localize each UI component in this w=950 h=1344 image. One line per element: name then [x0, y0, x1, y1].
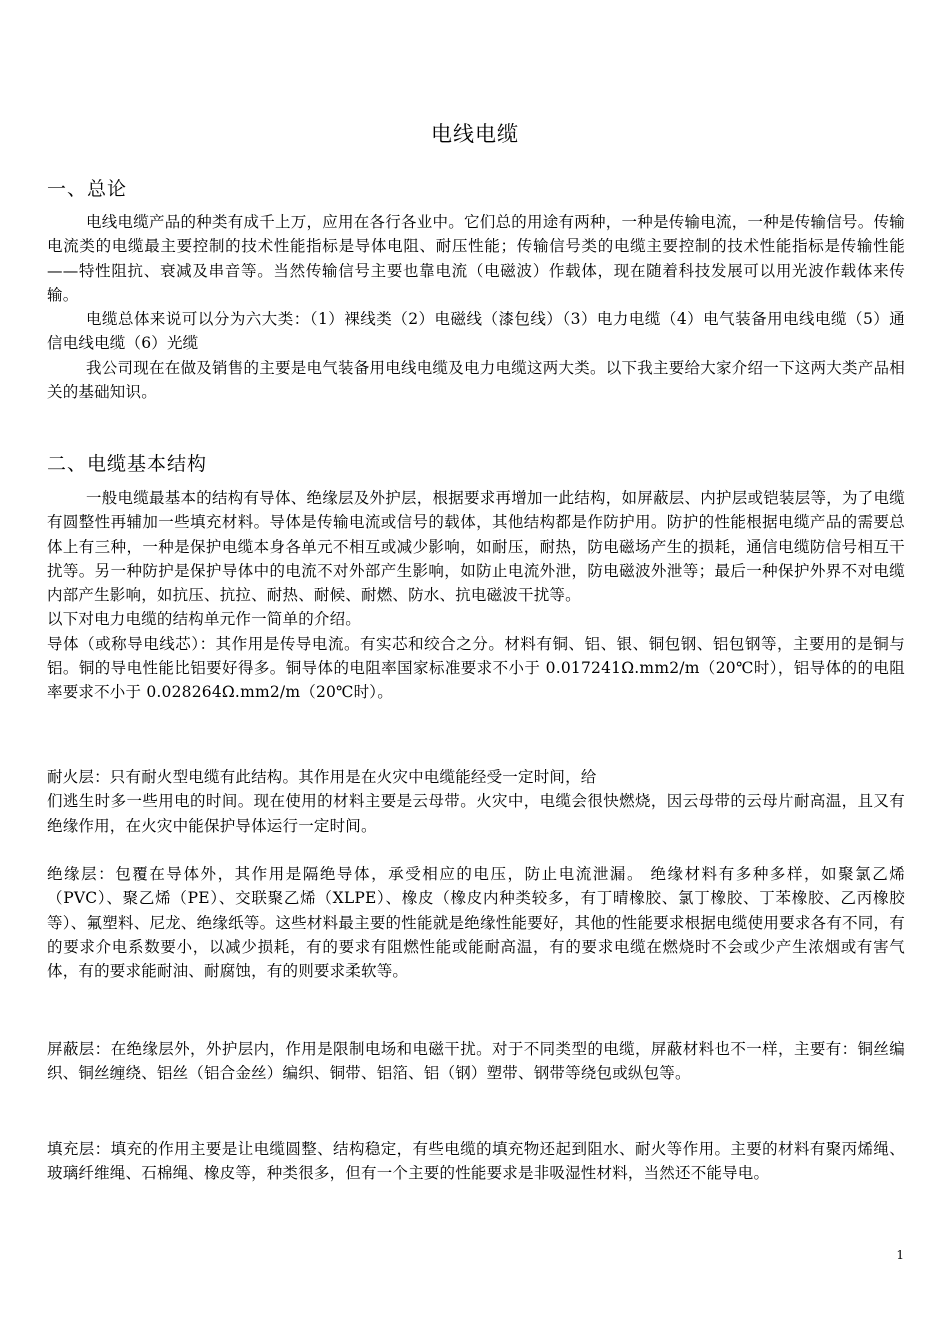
fire-layer-block [47, 765, 905, 838]
paragraph-insulation: 绝缘层：包覆在导体外，其作用是隔绝导体，承受相应的电压，防止电流泄漏。 绝缘材料有多种多样，如聚氯乙烯（PVC）、聚乙烯（PE）、交联聚乙烯（XLPE）、橡皮（橡皮内种类较多，有丁晴橡胶、氯丁橡胶、丁苯橡胶、乙丙橡胶等）、氟塑料、尼龙、绝缘纸等。这些材料最主要的性能就是绝缘性能要好，其他的性能要求根据电缆使用要求各有不同，有的要求介电系数要小，以减少损耗，有的要求有阻燃性能或能耐高温，有的要求电缆在燃烧时不会或少产生浓烟或有害气体，有的要求能耐油、耐腐蚀，有的则要求柔软等。 [47, 865, 905, 981]
section-heading-general: 一、总论 [47, 178, 128, 200]
section-structure-body [47, 486, 905, 705]
paragraph-structure-lead: 以下对电力电缆的结构单元作一简单的介绍。 [47, 610, 362, 629]
paragraph-fire-layer-line1: 耐火层：只有耐火型电缆有此结构。其作用是在火灾中电缆能经受一定时间，给 [47, 768, 597, 786]
paragraph-structure-intro: 一般电缆最基本的结构有导体、绝缘层及外护层，根据要求再增加一此结构，如屏蔽层、内护层或铠装层等，为了电缆有圆整性再辅加一些填充材料。导体是传输电流或信号的载体，其他结构都是作防护用。防护的性能根据电缆产品的需要总体上有三种，一种是保护电缆本身各单元不相互或减少影响，如耐压，耐热，防电磁场产生的损耗，通信电缆防信号相互干扰等。另一种防护是保护导体中的电流不对外部产生影响，如防止电流外泄，防电磁波外泄等；最后一种保护外界不对电缆内部产生影响，如抗压、抗拉、耐热、耐候、耐燃、防水、抗电磁波干扰等。 [47, 489, 905, 605]
shielding-block [47, 1037, 905, 1086]
paragraph-filler: 填充层：填充的作用主要是让电缆圆整、结构稳定，有些电缆的填充物还起到阻水、耐火等作用。主要的材料有聚丙烯绳、玻璃纤维绳、石棉绳、橡皮等，种类很多，但有一个主要的性能要求是非吸湿性材料，当然还不能导电。 [47, 1140, 905, 1183]
document-title: 电线电缆 [431, 122, 519, 146]
section-heading-structure: 二、电缆基本结构 [47, 453, 208, 475]
paragraph-conductor: 导体（或称导电线芯）：其作用是传导电流。有实芯和绞合之分。材料有铜、铝、银、铜包钢、铝包钢等，主要用的是铜与铝。铜的导电性能比铝要好得多。铜导体的电阻率国家标准要求不小于 0.017241Ω.mm2/m（20℃时），铝导体的的电阻率要求不小于 0.028264Ω.mm2/m（20℃时）。 [47, 634, 905, 702]
paragraph-categories: 电缆总体来说可以分为六大类：（1）裸线类（2）电磁线（漆包线）（3）电力电缆（4）电气装备用电线电缆（5）通信电线电缆（6）光缆 [47, 310, 905, 353]
paragraph-fire-layer-line2: 们逃生时多一些用电的时间。现在使用的材料主要是云母带。火灾中，电缆会很快燃烧，因云母带的云母片耐高温，且又有绝缘作用，在火灾中能保护导体运行一定时间。 [47, 792, 905, 835]
paragraph-shielding: 屏蔽层：在绝缘层外，外护层内，作用是限制电场和电磁干扰。对于不同类型的电缆，屏蔽材料也不一样，主要有：铜丝编织、铜丝缠绕、铝丝（铝合金丝）编织、铜带、铝箔、铝（钢）塑带、钢带等绕包或纵包等。 [47, 1040, 905, 1083]
section-general-body [47, 210, 905, 404]
paragraph-overview: 电线电缆产品的种类有成千上万，应用在各行各业中。它们总的用途有两种，一种是传输电流，一种是传输信号。传输电流类的电缆最主要控制的技术性能指标是导体电阻、耐压性能；传输信号类的电缆主要控制的技术性能指标是传输性能——特性阻抗、衰减及串音等。当然传输信号主要也靠电流（电磁波）作载体，现在随着科技发展可以用光波作载体来传输。 [47, 213, 905, 304]
paragraph-company-products: 我公司现在在做及销售的主要是电气装备用电线电缆及电力电缆这两大类。以下我主要给大家介绍一下这两大类产品相关的基础知识。 [47, 358, 905, 402]
page-number: 1 [896, 1248, 904, 1262]
filler-block [47, 1137, 905, 1186]
insulation-block [47, 862, 905, 983]
